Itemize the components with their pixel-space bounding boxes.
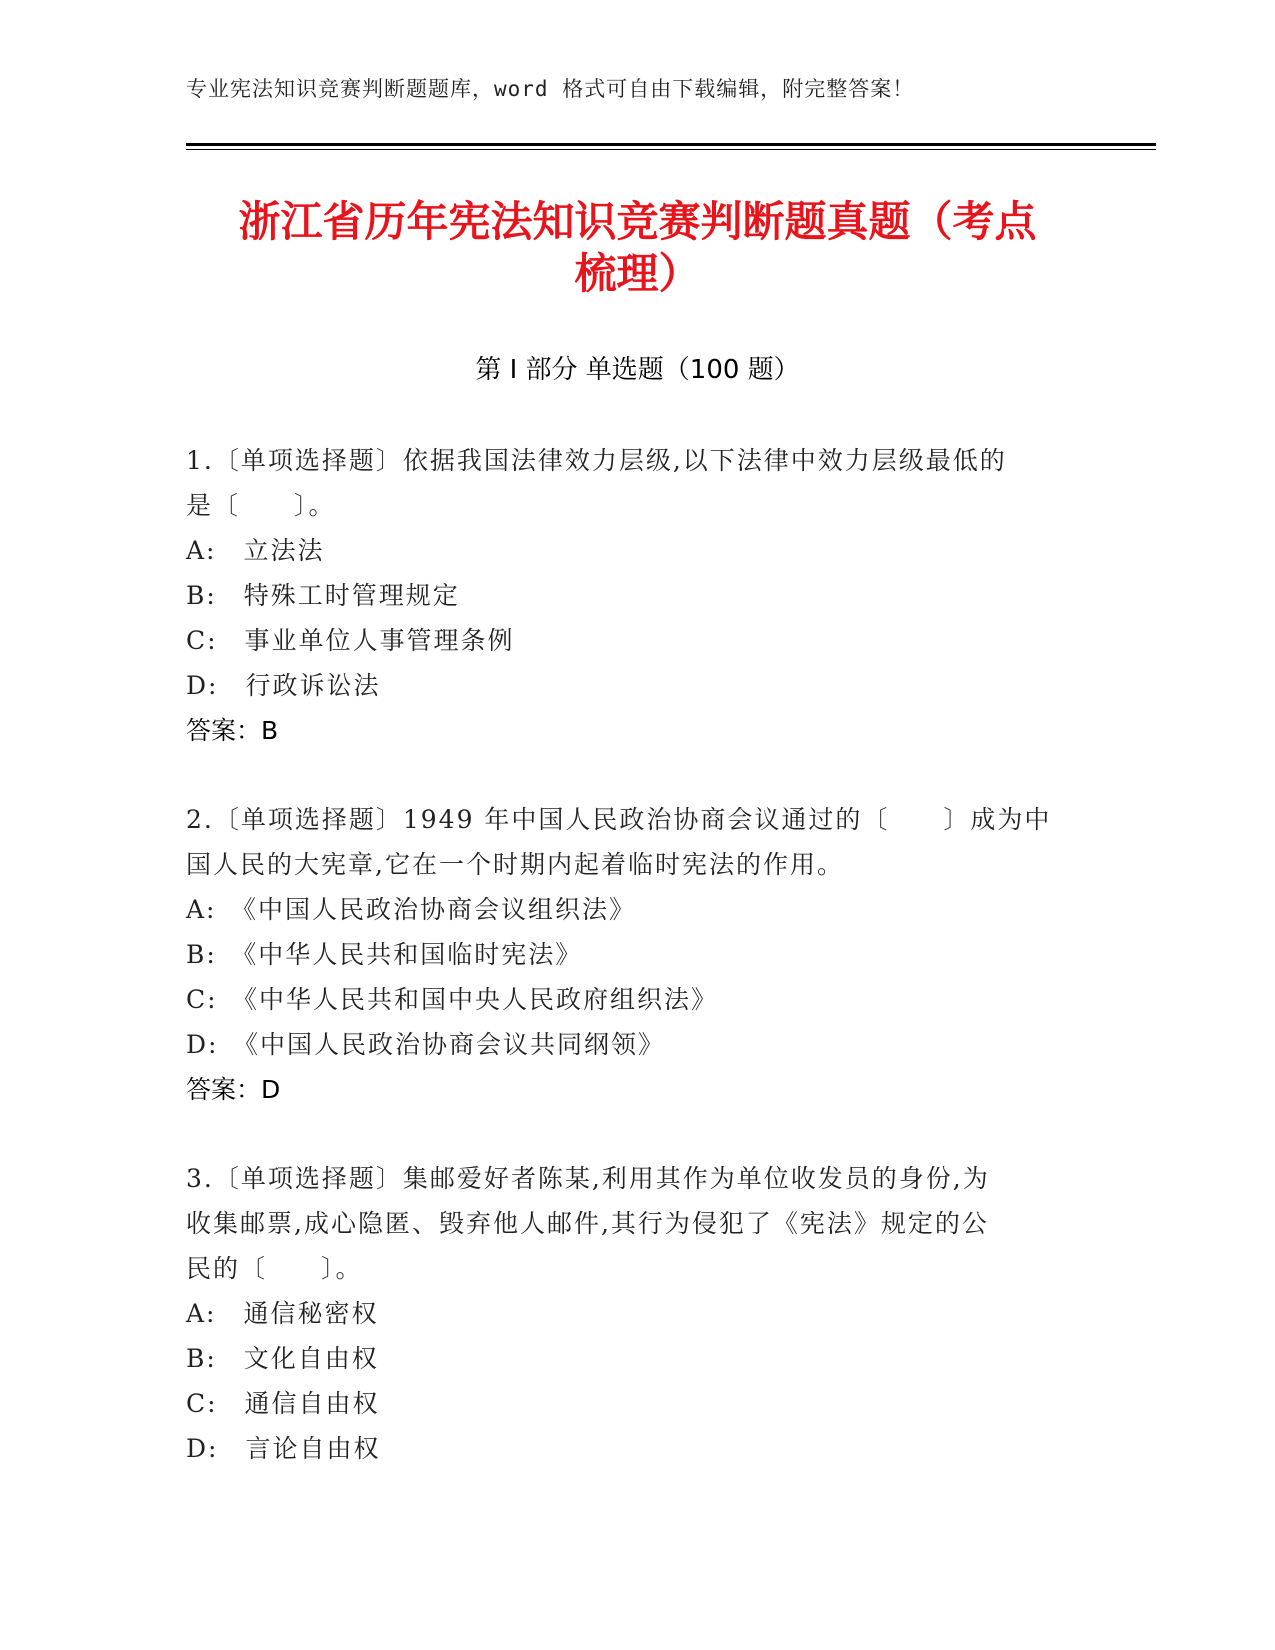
question-stem: 1.〔单项选择题〕依据我国法律效力层级,以下法律中效力层级最低的: [186, 446, 1007, 475]
header-rule-thick: [186, 143, 1156, 146]
option-d: D: 行政诉讼法: [186, 671, 381, 700]
question-3: [186, 1156, 1086, 1471]
question-2: [186, 797, 1086, 1112]
option-c: C: 通信自由权: [186, 1389, 380, 1418]
question-stem: 收集邮票,成心隐匿、毁弃他人邮件,其行为侵犯了《宪法》规定的公: [186, 1209, 989, 1238]
question-stem: 民的〔 〕。: [186, 1254, 363, 1283]
question-list: [186, 438, 1086, 1515]
option-d: D: 言论自由权: [186, 1434, 381, 1463]
answer: 答案：B: [186, 716, 279, 745]
document-title-line-1: 浙江省历年宪法知识竞赛判断题真题（考点: [238, 197, 1037, 246]
answer: 答案：D: [186, 1075, 281, 1104]
option-b: B: 特殊工时管理规定: [186, 581, 460, 610]
question-stem: 国人民的大宪章,它在一个时期内起着临时宪法的作用。: [186, 850, 844, 879]
document-title: [140, 196, 1135, 300]
option-a: A: 《中国人民政治协商会议组织法》: [186, 895, 636, 924]
question-stem: 2.〔单项选择题〕1949 年中国人民政治协商会议通过的〔 〕成为中: [186, 805, 1052, 834]
document-title-line-2: 梳理）: [574, 249, 701, 298]
option-c: C: 事业单位人事管理条例: [186, 626, 515, 655]
option-a: A: 通信秘密权: [186, 1299, 379, 1328]
header-note: 专业宪法知识竞赛判断题题库，word 格式可自由下载编辑，附完整答案！: [186, 77, 915, 101]
option-b: B: 《中华人民共和国临时宪法》: [186, 940, 583, 969]
option-b: B: 文化自由权: [186, 1344, 379, 1373]
question-stem: 3.〔单项选择题〕集邮爱好者陈某,利用其作为单位收发员的身份,为: [186, 1164, 990, 1193]
option-a: A: 立法法: [186, 536, 325, 565]
option-c: C: 《中华人民共和国中央人民政府组织法》: [186, 985, 719, 1014]
question-stem: 是〔 〕。: [186, 491, 336, 520]
question-1: [186, 438, 1086, 753]
option-d: D: 《中国人民政治协商会议共同纲领》: [186, 1030, 665, 1059]
header-rule-thin: [186, 149, 1156, 150]
section-title: 第 I 部分 单选题（100 题）: [475, 355, 800, 385]
